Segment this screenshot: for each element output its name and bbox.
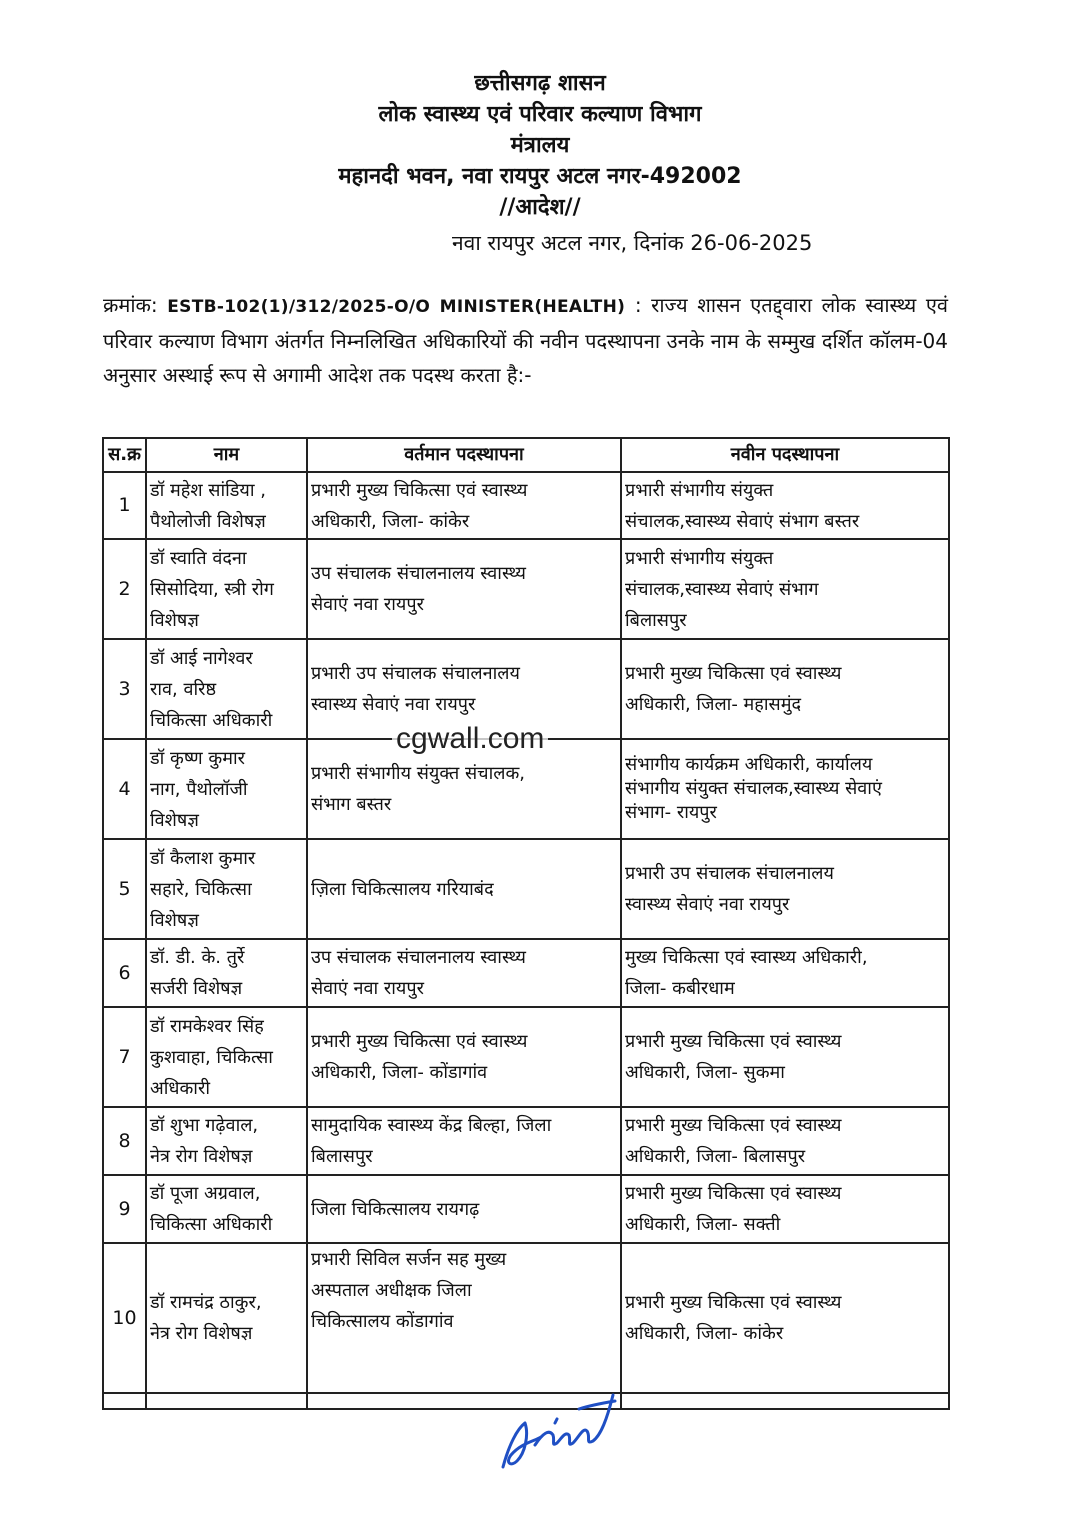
table-row [103,839,949,939]
new-posting-cell: संभागीय कार्यक्रम अधिकारी, कार्यालय संभागीय संयुक्त संचालक,स्वास्थ्य सेवाएं संभाग- रायपुर [621,739,949,839]
order-paragraph [103,288,948,392]
serial-cell: 10 [103,1243,146,1393]
letterhead [0,68,1080,223]
order-reference: ESTB-102(1)/312/2025-O/O MINISTER(HEALTH) [167,297,626,317]
table-row [103,472,949,539]
name-cell: डॉ पूजा अग्रवाल, चिकित्सा अधिकारी [146,1175,307,1243]
name-cell: डॉ स्वाति वंदना सिसोदिया, स्त्री रोग विशेषज्ञ [146,539,307,639]
current-posting-cell: उप संचालक संचालनालय स्वास्थ्य सेवाएं नवा रायपुर [307,939,621,1007]
continuation-cell [103,1393,146,1409]
name-cell: डॉ आई नागेश्वर राव, वरिष्ठ चिकित्सा अधिकारी [146,639,307,739]
new-posting-cell: प्रभारी मुख्य चिकित्सा एवं स्वास्थ्य अधिकारी, जिला- सक्ती [621,1175,949,1243]
continuation-cell [621,1393,949,1409]
current-posting-cell: प्रभारी उप संचालक संचालनालय स्वास्थ्य सेवाएं नवा रायपुर [307,639,621,739]
serial-cell: 1 [103,472,146,539]
serial-cell: 7 [103,1007,146,1107]
order-prefix: क्रमांक: [103,293,158,317]
new-posting-cell: प्रभारी संभागीय संयुक्त संचालक,स्वास्थ्य सेवाएं संभाग बस्तर [621,472,949,539]
col-header-current-posting: वर्तमान पदस्थापना [307,438,621,472]
col-header-new-posting: नवीन पदस्थापना [621,438,949,472]
name-cell: डॉ रामचंद्र ठाकुर, नेत्र रोग विशेषज्ञ [146,1243,307,1393]
col-header-serial: स.क्र [103,438,146,472]
current-posting-cell: जिला चिकित्सालय रायगढ़ [307,1175,621,1243]
table-row [103,1107,949,1175]
table-row [103,1243,949,1393]
current-posting-cell: ज़िला चिकित्सालय गरियाबंद [307,839,621,939]
table-row [103,539,949,639]
table-row [103,1175,949,1243]
current-posting-cell: उप संचालक संचालनालय स्वास्थ्य सेवाएं नवा रायपुर [307,539,621,639]
serial-cell: 6 [103,939,146,1007]
order-title: //आदेश// [499,195,581,220]
new-posting-cell: मुख्य चिकित्सा एवं स्वास्थ्य अधिकारी, जिला- कबीरधाम [621,939,949,1007]
new-posting-cell: प्रभारी मुख्य चिकित्सा एवं स्वास्थ्य अधिकारी, जिला- सुकमा [621,1007,949,1107]
name-cell: डॉ. डी. के. तुर्रे सर्जरी विशेषज्ञ [146,939,307,1007]
serial-cell: 4 [103,739,146,839]
new-posting-cell: प्रभारी मुख्य चिकित्सा एवं स्वास्थ्य अधिकारी, जिला- महासमुंद [621,639,949,739]
name-cell: डॉ कृष्ण कुमार नाग, पैथोलॉजी विशेषज्ञ [146,739,307,839]
continuation-cell [146,1393,307,1409]
serial-cell: 9 [103,1175,146,1243]
ministry-label: मंत्रालय [510,133,570,158]
signature [495,1385,620,1475]
serial-cell: 5 [103,839,146,939]
name-cell: डॉ शुभा गढ़ेवाल, नेत्र रोग विशेषज्ञ [146,1107,307,1175]
current-posting-cell: प्रभारी सिविल सर्जन सह मुख्य अस्पताल अधीक्षक जिला चिकित्सालय कोंडागांव [307,1243,621,1393]
table-row [103,1007,949,1107]
current-posting-cell: प्रभारी संभागीय संयुक्त संचालक, संभाग बस्तर [307,739,621,839]
serial-cell: 3 [103,639,146,739]
new-posting-cell: प्रभारी मुख्य चिकित्सा एवं स्वास्थ्य अधिकारी, जिला- कांकेर [621,1243,949,1393]
current-posting-cell: प्रभारी मुख्य चिकित्सा एवं स्वास्थ्य अधिकारी, जिला- कोंडागांव [307,1007,621,1107]
table-header-row [103,438,949,472]
serial-cell: 8 [103,1107,146,1175]
watermark-text: cgwall.com [392,722,548,756]
department-name: लोक स्वास्थ्य एवं परिवार कल्याण विभाग [378,102,702,127]
order-text: : राज्य शासन एतद्द्वारा लोक स्वास्थ्य एवं परिवार कल्याण विभाग अंतर्गत निम्नलिखित अधिकारियों की नवीन पदस्थापना उनके नाम के सम्मुख दर्शित कॉलम-04 अनुसार अस्थाई रूप से अगामी आदेश तक पदस्थ करता है:- [103,293,949,387]
col-header-name: नाम [146,438,307,472]
new-posting-cell: प्रभारी मुख्य चिकित्सा एवं स्वास्थ्य अधिकारी, जिला- बिलासपुर [621,1107,949,1175]
address-line: महानदी भवन, नवा रायपुर अटल नगर-492002 [338,164,742,189]
current-posting-cell: प्रभारी मुख्य चिकित्सा एवं स्वास्थ्य अधिकारी, जिला- कांकेर [307,472,621,539]
serial-cell: 2 [103,539,146,639]
name-cell: डॉ कैलाश कुमार सहारे, चिकित्सा विशेषज्ञ [146,839,307,939]
name-cell: डॉ महेश सांडिया , पैथोलोजी विशेषज्ञ [146,472,307,539]
table-row [103,939,949,1007]
name-cell: डॉ रामकेश्वर सिंह कुशवाहा, चिकित्सा अधिकारी [146,1007,307,1107]
date-line: नवा रायपुर अटल नगर, दिनांक 26-06-2025 [452,231,813,255]
posting-table [102,437,950,1410]
new-posting-cell: प्रभारी उप संचालक संचालनालय स्वास्थ्य सेवाएं नवा रायपुर [621,839,949,939]
govt-name: छत्तीसगढ़ शासन [474,71,606,96]
current-posting-cell: सामुदायिक स्वास्थ्य केंद्र बिल्हा, जिला बिलासपुर [307,1107,621,1175]
new-posting-cell: प्रभारी संभागीय संयुक्त संचालक,स्वास्थ्य सेवाएं संभाग बिलासपुर [621,539,949,639]
